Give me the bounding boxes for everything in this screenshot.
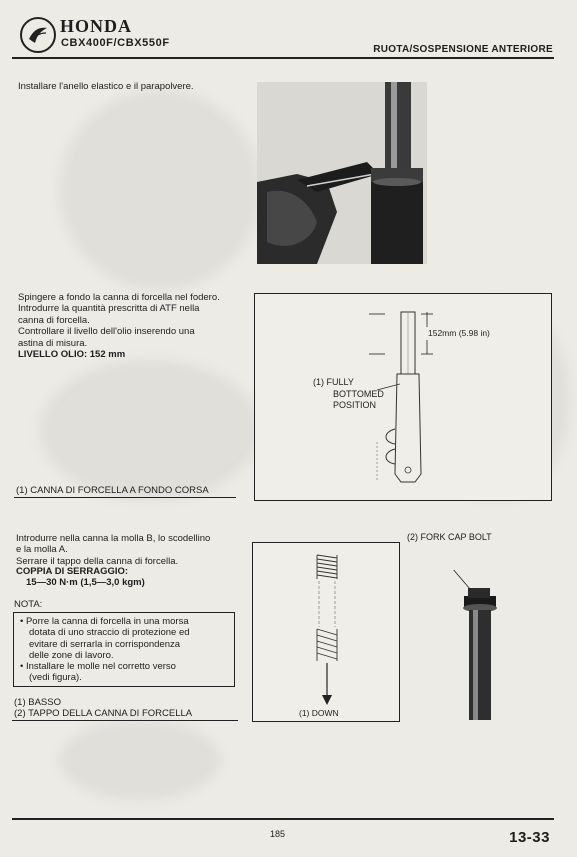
fork-cap-label: (2) FORK CAP BOLT [407, 532, 492, 542]
down-label: (1) DOWN [299, 708, 339, 718]
fork-oil-level-figure [254, 293, 552, 501]
caption-rule [14, 497, 236, 498]
bleed-through-texture [60, 720, 220, 800]
page-number: 185 [270, 829, 286, 839]
torque-value: 15—30 N·m (1,5—3,0 kgm) [26, 577, 145, 588]
instruction-text: Introdurre nella canna la molla B, lo scodellino e la molla A. Serrare il tappo della canna di forcella. [16, 533, 211, 567]
callout-label: (1) FULLY BOTTOMED POSITION [313, 377, 384, 410]
note-label: NOTA: [14, 599, 43, 610]
note-item: • Porre la canna di forcella in una morsa dotata di uno straccio di protezione ed evitare di serrarla in corrispondenza delle zone di lavoro. [20, 616, 190, 662]
note-box [13, 612, 235, 687]
fork-cap-bolt-photo [450, 570, 510, 720]
bullet-icon: • [20, 661, 24, 672]
caption-rule [12, 720, 238, 721]
spring-orientation-figure [252, 542, 400, 722]
bleed-through-texture [40, 360, 260, 500]
oil-level-spec: LIVELLO OLIO: 152 mm [18, 349, 126, 360]
note-item: • Installare le molle nel corretto verso (vedi figura). [20, 661, 176, 684]
fork-photo [257, 82, 427, 264]
figure-caption: (1) CANNA DI FORCELLA A FONDO CORSA [16, 485, 209, 496]
instruction-text: Spingere a fondo la canna di forcella nel fodero. Introdurre la quantità prescritta di ATF nella canna di forcella. Controllare il livello dell'olio inserendo una astina di misura. [18, 292, 220, 349]
footer-rule [12, 818, 554, 820]
torque-label: COPPIA DI SERRAGGIO: [16, 566, 129, 577]
honda-wing-logo-icon [20, 17, 56, 53]
section-page-code: 13-33 [509, 829, 550, 846]
bleed-through-texture [60, 90, 260, 290]
header-rule [12, 57, 554, 59]
brand-name: HONDA [60, 16, 132, 36]
figure-caption: (2) TAPPO DELLA CANNA DI FORCELLA [14, 708, 193, 719]
instruction-text: Installare l'anello elastico e il parapolvere. [18, 81, 194, 92]
measurement-label: 152mm (5.98 in) [428, 328, 490, 338]
figure-caption: (1) BASSO [14, 697, 61, 708]
model-name: CBX400F/CBX550F [61, 37, 170, 49]
section-title: RUOTA/SOSPENSIONE ANTERIORE [373, 44, 553, 55]
bullet-icon: • [20, 616, 24, 627]
